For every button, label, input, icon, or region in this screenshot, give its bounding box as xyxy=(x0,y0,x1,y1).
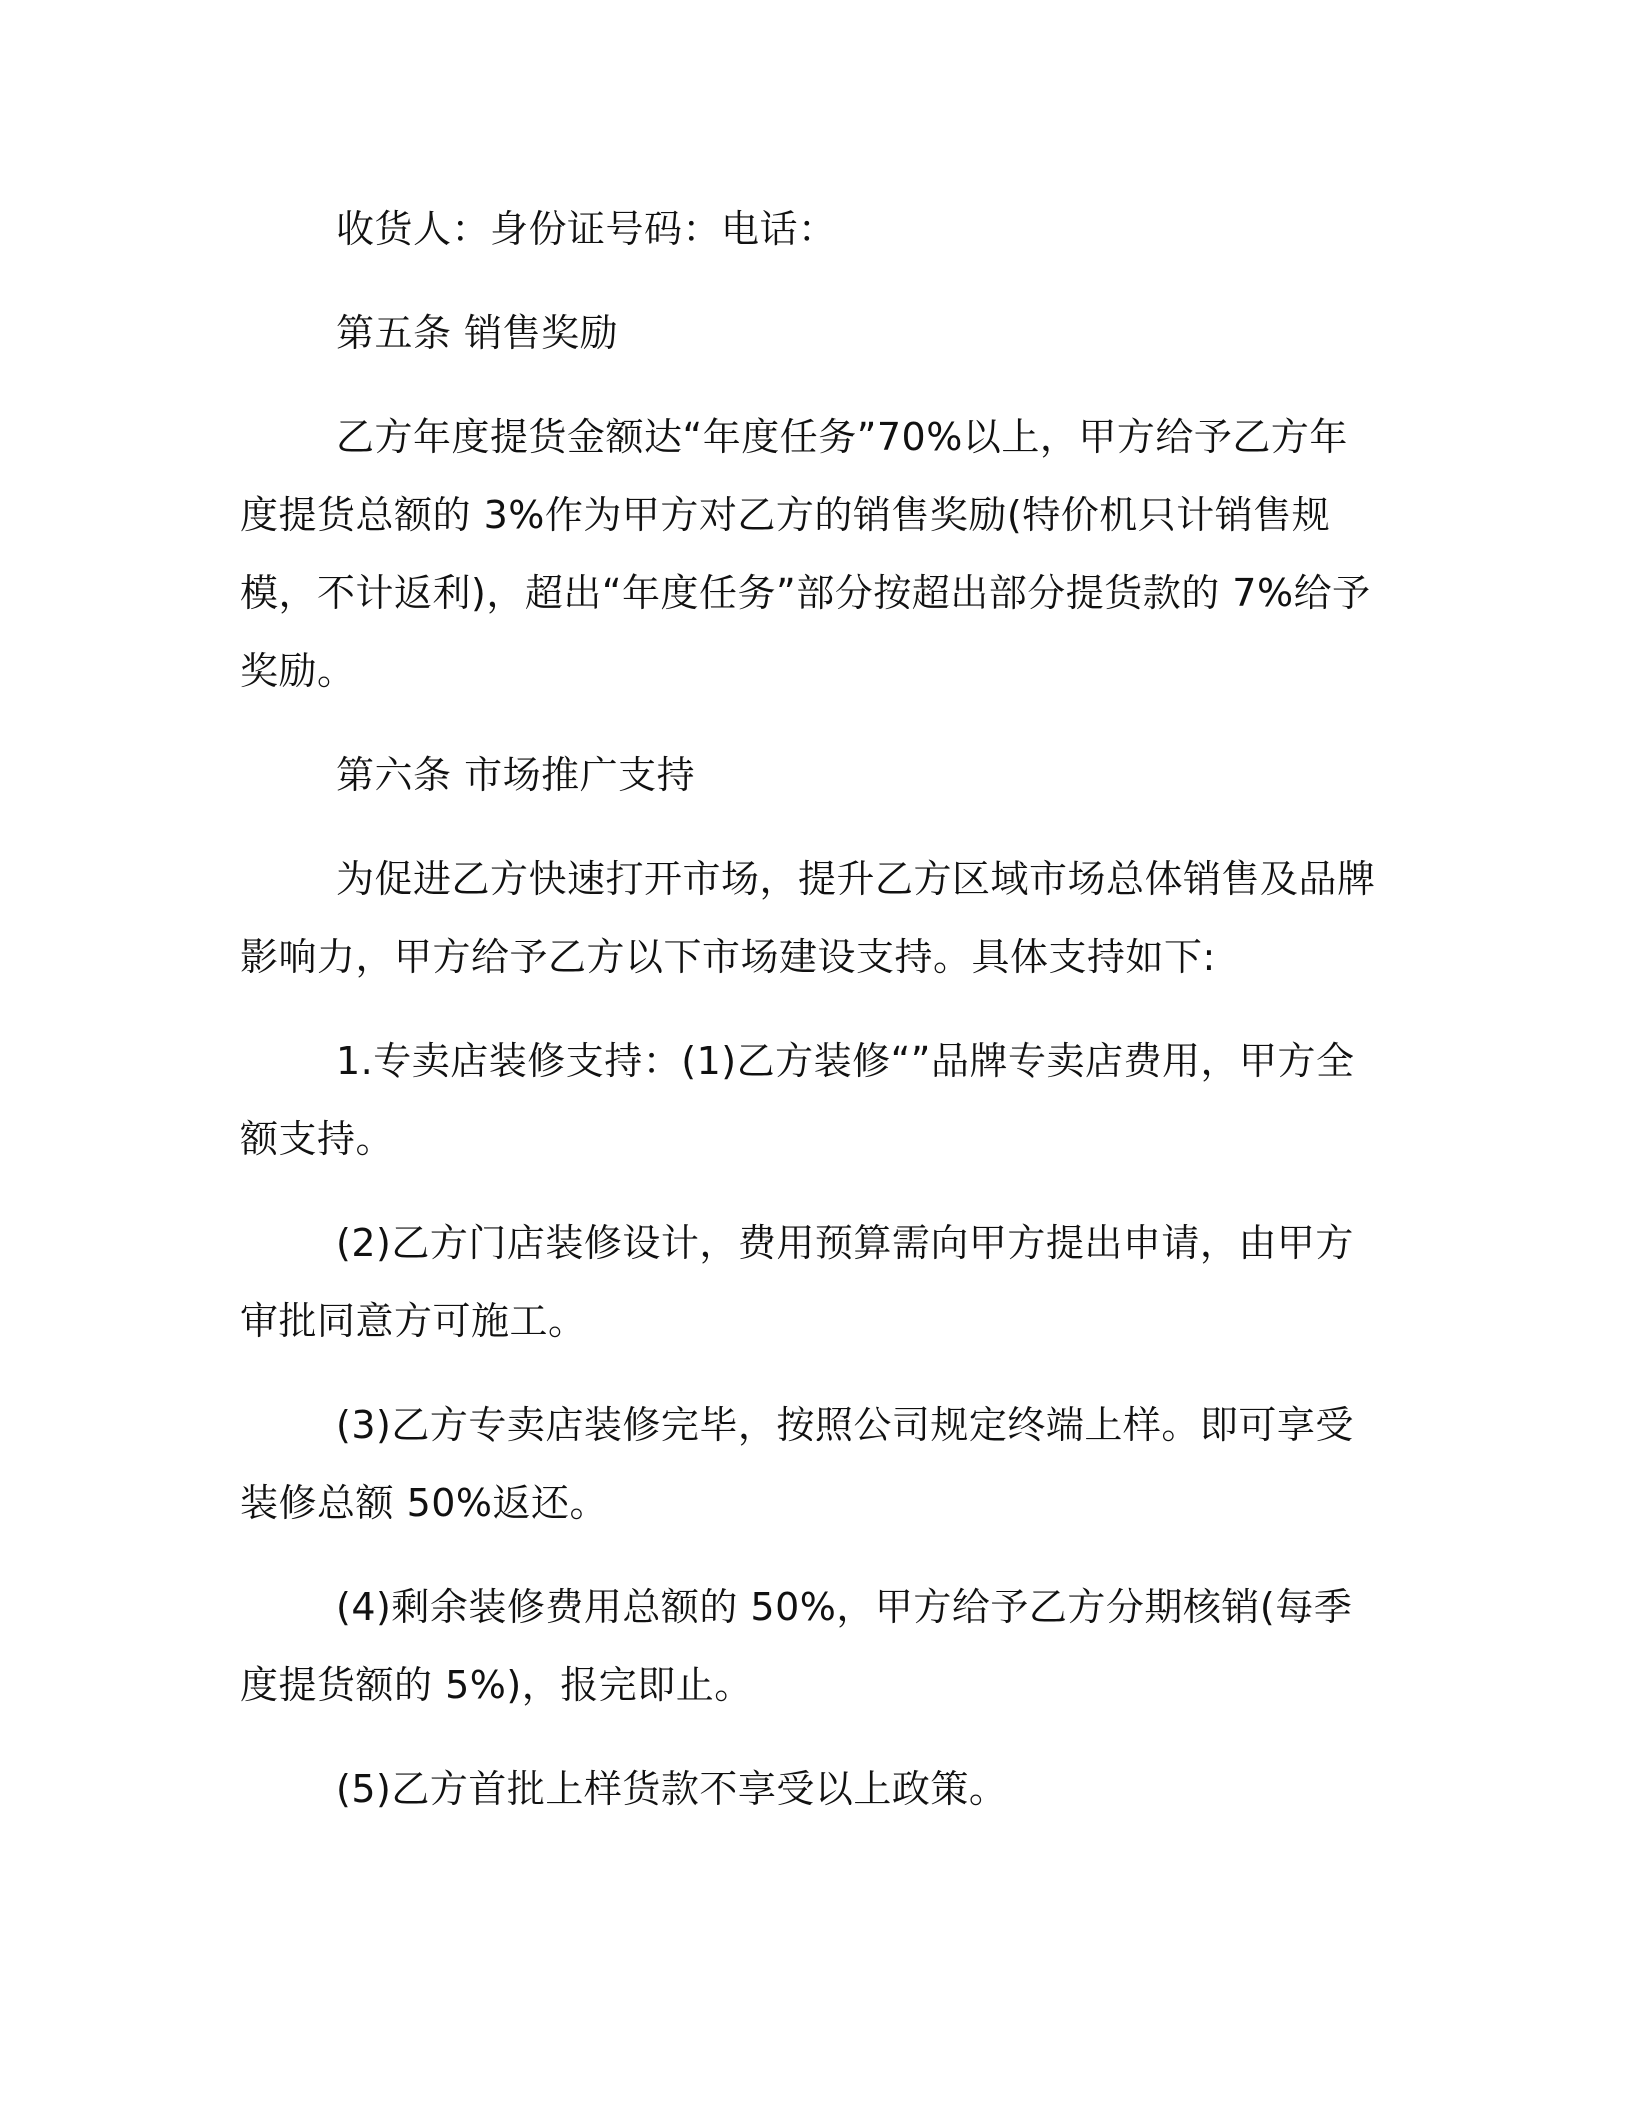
article-6-intro: 为促进乙方快速打开市场，提升乙方区域市场总体销售及品牌影响力，甲方给予乙方以下市场建设支持。具体支持如下: xyxy=(240,857,1376,979)
support-item-4: (4)剩余装修费用总额的 50%，甲方给予乙方分期核销(每季度提货额的 5%)，报完即止。 xyxy=(240,1585,1353,1707)
article-6-heading: 第六条 市场推广支持 xyxy=(336,753,696,797)
support-item-1: 1.专卖店装修支持：(1)乙方装修“”品牌专卖店费用，甲方全额支持。 xyxy=(240,1039,1355,1161)
article-5-body: 乙方年度提货金额达“年度任务”70%以上，甲方给予乙方年度提货总额的 3%作为甲方对乙方的销售奖励(特价机只计销售规模，不计返利)，超出“年度任务”部分按超出部分提货款的 7%给予奖励。 xyxy=(240,415,1371,693)
support-item-2: (2)乙方门店装修设计，费用预算需向甲方提出申请，由甲方审批同意方可施工。 xyxy=(240,1221,1354,1343)
support-item-5: (5)乙方首批上样货款不享受以上政策。 xyxy=(336,1767,1008,1811)
document-body xyxy=(240,190,1385,1828)
article-5-heading: 第五条 销售奖励 xyxy=(336,311,619,355)
support-item-3: (3)乙方专卖店装修完毕，按照公司规定终端上样。即可享受装修总额 50%返还。 xyxy=(240,1403,1354,1525)
consignee-line: 收货人：身份证号码：电话： xyxy=(336,207,837,251)
